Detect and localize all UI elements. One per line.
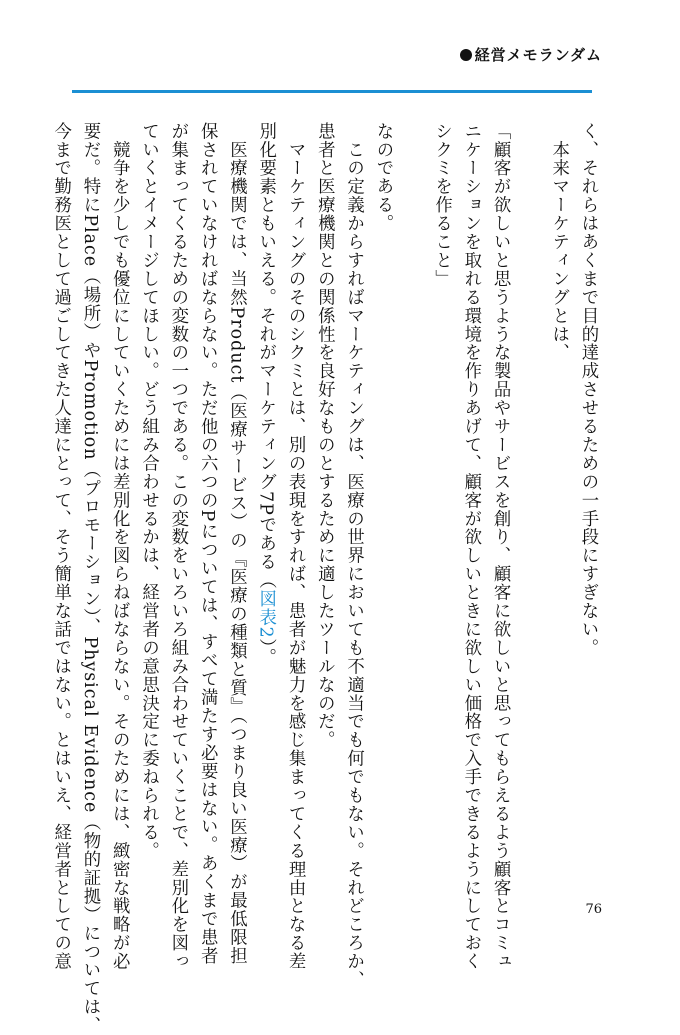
body-line: く、それらはあくまで目的達成させるための一手段にすぎない。: [578, 122, 598, 658]
body-line: [250, 122, 279, 882]
blank-line: [514, 122, 543, 882]
body-line-text: 別化要素ともいえる。それがマーケティング7Pである: [255, 122, 276, 572]
quote-line: ニケーションを取れる環境を作りあげて、顧客が欲しいときに欲しい価格で入手できるようにしておく: [460, 122, 481, 971]
figure-ref-open: （: [255, 571, 276, 590]
figure-ref-close: ）。: [255, 638, 276, 667]
body-line: 保されていなければならない。ただ他の六つのPについては、すべて満たす必要はない。あくまで患者: [197, 122, 218, 966]
page-number: 76: [585, 902, 602, 917]
blank-line: [397, 122, 426, 882]
body-line: マーケティングのそのシクミとは、別の表現をすれば、患者が魅力を感じ集まってくる理由となる差: [285, 122, 306, 971]
body-line: が集まってくるための変数の一つである。この変数をいろいろ組み合わせていくことで、差別化を図っ: [167, 122, 188, 971]
quote-line: シクミを作ること」: [431, 122, 452, 289]
bullet-icon: [460, 49, 472, 61]
body-line: 要だ。特にPlace（場所）やPromotion（プロモーション）、Physical Evidence（物的証拠）については、: [79, 122, 100, 1035]
body-line: 競争を少しでも優位にしていくためには差別化を図らねばならない。そのためには、緻密な戦略が必: [109, 122, 130, 971]
body-line: ていくとイメージしてほしい。どう組み合わせるかは、経営者の意思決定に委ねられる。: [138, 122, 159, 860]
body-line: この定義からすればマーケティングは、医療の世界においても不適当でも何でもない。それどころか、: [343, 122, 364, 990]
body-line: 今まで勤務医として過ごしてきた人達にとって、そう簡単な話ではない。とはいえ、経営者としての意: [50, 122, 71, 971]
running-header-title: 経営メモランダム: [474, 46, 602, 64]
body-line: なのである。: [372, 122, 393, 233]
figure-reference-link[interactable]: 図表2: [255, 589, 276, 639]
body-line: 医療機関では、当然Product（医療サービス）の『医療の種類と質』（つまり良い医療）が最低限担: [226, 122, 247, 966]
header-rule: [72, 90, 592, 93]
body-line: 患者と医療機関との関係性を良好なものとするために適したツールなのだ。: [314, 122, 335, 750]
running-header: [460, 44, 602, 65]
quote-line: 「顧客が欲しいと思うような製品やサービスを創り、顧客に欲しいと思ってもらえるよう顧客とコミュ: [490, 122, 511, 971]
body-line: 本来マーケティングとは、: [548, 122, 569, 362]
